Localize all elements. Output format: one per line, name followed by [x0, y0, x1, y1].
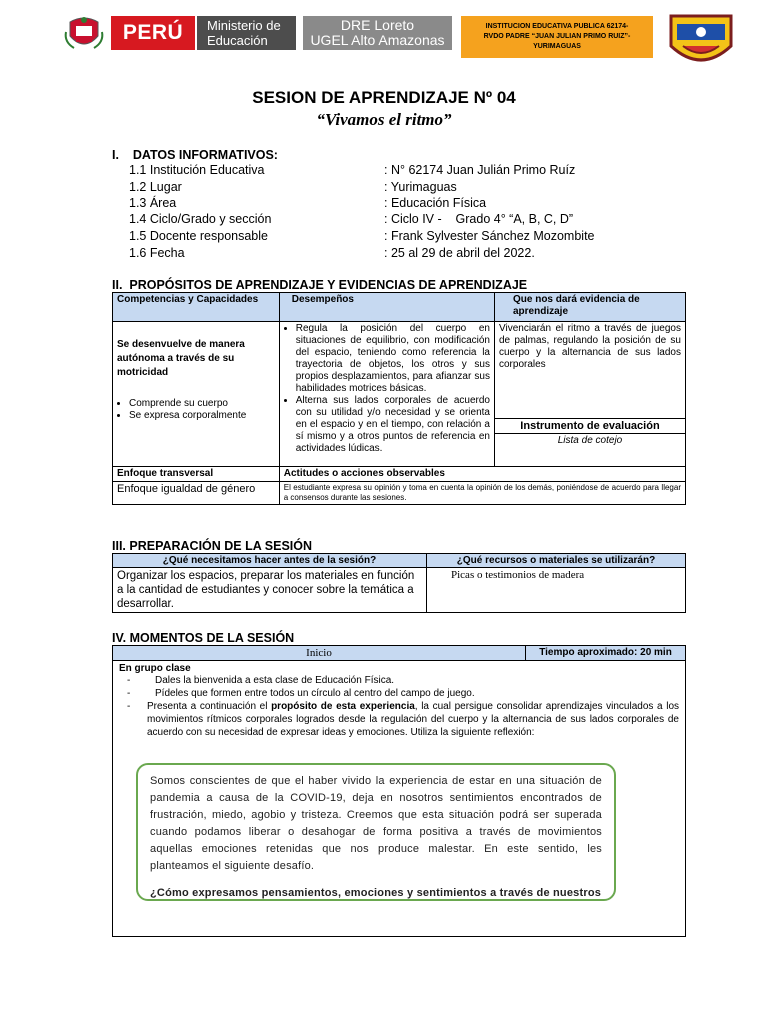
enfoque-label: Enfoque transversal — [113, 467, 280, 482]
info-value: : Frank Sylvester Sánchez Mozombite — [384, 229, 595, 243]
propositos-table — [112, 292, 686, 505]
section-datos-heading: I. DATOS INFORMATIVOS: — [112, 148, 278, 162]
info-value: : Ciclo IV - Grado 4° “A, B, C, D” — [384, 212, 574, 226]
actitudes-value: El estudiante expresa su opinión y toma en cuenta la opinión de los demás, poniéndose de acuerdo para llegar a consensos durante las sesiones. — [279, 482, 685, 505]
info-value: : N° 62174 Juan Julián Primo Ruíz — [384, 163, 576, 177]
info-label: 1.3 Área — [129, 196, 177, 210]
instrumento-label: Instrumento de evaluación — [494, 419, 685, 434]
reflection-text: Somos conscientes de que el haber vivido la experiencia de estar en una situación de pandemia a causa de la COVID-19, deja en nosotros sentimientos encontrados de frustración, miedo, agobio y tristeza. Creemos que esta situación podrá ser superada cuando podamos liberar o desahogar de forma positiva a través de movimientos aquellas emociones retenidas que nos produce malestar. En este sentido, les planteamos el siguiente desafío. — [150, 775, 602, 872]
dre-loreto-logo: DRE Loreto UGEL Alto Amazonas — [303, 16, 452, 50]
section-propositos-heading: II. PROPÓSITOS DE APRENDIZAJE Y EVIDENCIAS DE APRENDIZAJE — [112, 278, 528, 292]
col-evidencia-header: Que nos dará evidencia de aprendizaje — [494, 293, 685, 322]
challenge-question: ¿Cómo expresamos pensamientos, emociones y sentimientos a través de nuestros — [150, 887, 602, 899]
momento-item: - Dales la bienvenida a esta clase de Educación Física. — [127, 675, 395, 686]
capacidad-item: • Comprende su cuerpo — [129, 398, 275, 410]
preparacion-col1-value: Organizar los espacios, preparar los materiales en función a la cantidad de estudiantes y conocer sobre la temática a desarrollar. — [113, 568, 427, 613]
instrumento-value: Lista de cotejo — [494, 434, 685, 467]
info-label: 1.2 Lugar — [129, 180, 182, 194]
info-value: : Yurimaguas — [384, 180, 457, 194]
desempenos-cell — [279, 322, 494, 467]
section-preparacion-heading: III. PREPARACIÓN DE LA SESIÓN — [112, 539, 313, 553]
info-label: 1.6 Fecha — [129, 246, 185, 260]
col-competencias-header: Competencias y Capacidades — [113, 293, 280, 322]
momento-item: - Pídeles que formen entre todos un círculo al centro del campo de juego. — [127, 688, 475, 699]
peru-logo: PERÚ — [111, 16, 195, 50]
preparacion-col2-header: ¿Qué recursos o materiales se utilizarán? — [427, 554, 686, 568]
preparacion-table — [112, 553, 686, 613]
enfoque-value: Enfoque igualdad de género — [113, 482, 280, 505]
info-label: 1.1 Institución Educativa — [129, 163, 265, 177]
page-subtitle: “Vivamos el ritmo” — [316, 110, 452, 129]
school-crest-icon — [663, 10, 739, 74]
inicio-header: Inicio — [113, 646, 526, 661]
evidencia-cell: Vivenciarán el ritmo a través de juegos de palmas, regulando la posición de su cuerpo y la alternancia de sus lados corporales — [494, 322, 685, 419]
info-value: : 25 al 29 de abril del 2022. — [384, 246, 535, 260]
institution-banner: INSTITUCION EDUCATIVA PUBLICA 62174- RVDO PADRE “JUAN JULIAN PRIMO RUIZ”- YURIMAGUAS — [461, 16, 653, 58]
capacidades-list — [117, 398, 275, 422]
peru-coat-of-arms-icon — [62, 12, 106, 56]
competencia-text: Se desenvuelve de manera autónoma a través de su motricidad — [117, 339, 245, 378]
desempeno-item: • Alterna sus lados corporales de acuerdo con su utilidad y/o necesidad y se orienta en el espacio y en el tiempo, con relación a sí mismo y a otros puntos de referencia en actividades lúdicas. — [296, 395, 490, 455]
preparacion-col1-header: ¿Qué necesitamos hacer antes de la sesión? — [113, 554, 427, 568]
capacidad-item: • Se expresa corporalmente — [129, 410, 275, 422]
preparacion-col2-value: Picas o testimonios de madera — [427, 568, 686, 613]
page-title: SESION DE APRENDIZAJE Nº 04 — [252, 88, 516, 107]
reflection-box — [136, 763, 616, 901]
tiempo-header: Tiempo aproximado: 20 min — [526, 646, 686, 661]
momento-item: - Presenta a continuación el propósito de esta experiencia, la cual persigue consolidar aprendizajes vinculados a los movimientos rítmicos corporales logrados desde la regulación del cuerpo y la alternancia de sus lados corporales de acuerdo con su necesidad de expresar ideas y emociones. Utiliza la siguiente reflexión: — [127, 701, 680, 738]
competencia-cell — [113, 322, 280, 467]
section-momentos-heading: IV. MOMENTOS DE LA SESIÓN — [112, 631, 295, 645]
desempeno-item: • Regula la posición del cuerpo en situaciones de equilibrio, con modificación del espacio, teniendo como referencia la trayectoria de objetos, los otros y sus propios desplazamientos, para afianzar sus habilidades motrices básicas. — [296, 323, 490, 395]
info-label: 1.4 Ciclo/Grado y sección — [129, 212, 272, 226]
ministerio-educacion-logo: Ministerio de Educación — [197, 16, 296, 50]
actitudes-label: Actitudes o acciones observables — [279, 467, 685, 482]
grupo-label: En grupo clase — [119, 663, 191, 674]
info-label: 1.5 Docente responsable — [129, 229, 268, 243]
info-value: : Educación Física — [384, 196, 487, 210]
col-desempenos-header: Desempeños — [279, 293, 494, 322]
